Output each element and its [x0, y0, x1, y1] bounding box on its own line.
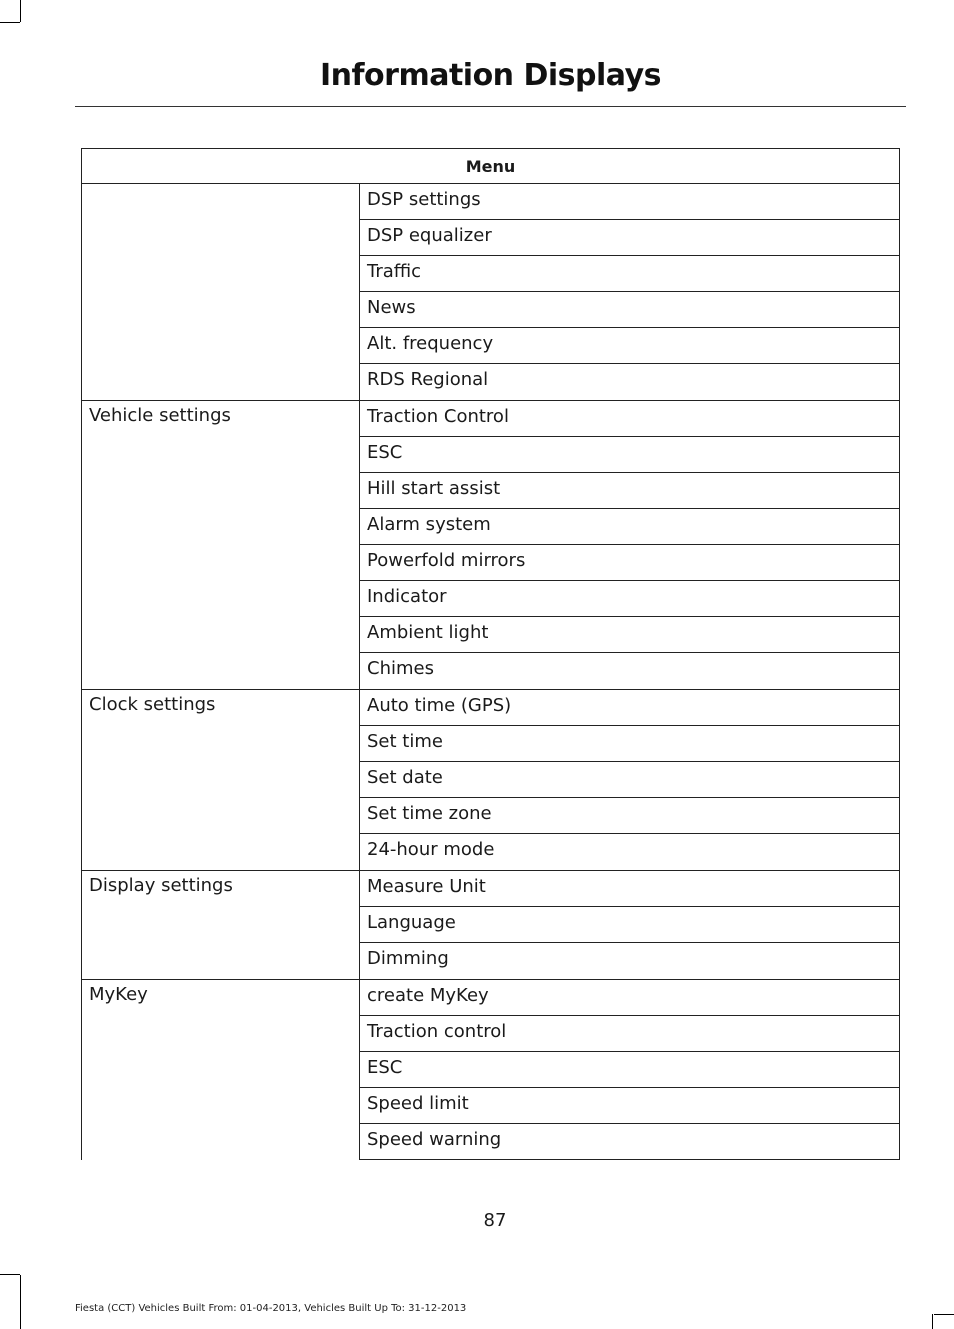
- page-footer: Fiesta (CCT) Vehicles Built From: 01-04-2013, Vehicles Built Up To: 31-12-2013: [75, 1303, 467, 1314]
- menu-group-label: Clock settings: [82, 690, 360, 870]
- menu-item: Powerfold mirrors: [360, 545, 900, 581]
- menu-group-label: Vehicle settings: [82, 401, 360, 689]
- menu-item: Hill start assist: [360, 473, 900, 509]
- menu-item: Chimes: [360, 653, 900, 689]
- crop-mark: [932, 1314, 933, 1329]
- menu-group: [81, 980, 900, 1160]
- menu-group-label: [82, 184, 360, 400]
- menu-item: News: [360, 292, 900, 328]
- menu-item: Indicator: [360, 581, 900, 617]
- page-number: 87: [483, 1210, 507, 1231]
- menu-group-label: MyKey: [82, 980, 360, 1160]
- menu-item: Set date: [360, 762, 900, 798]
- menu-item: Auto time (GPS): [360, 690, 900, 726]
- menu-item: DSP equalizer: [360, 220, 900, 256]
- menu-group-items: [360, 184, 900, 400]
- menu-item: Measure Unit: [360, 871, 900, 907]
- crop-mark: [934, 1314, 954, 1315]
- menu-item: Speed warning: [360, 1124, 900, 1160]
- menu-item: Traction Control: [360, 401, 900, 437]
- menu-group-items: [360, 690, 900, 870]
- title-divider: [75, 106, 906, 107]
- menu-item: Traffic: [360, 256, 900, 292]
- crop-mark: [20, 0, 21, 22]
- crop-mark: [0, 1274, 20, 1275]
- menu-table-header: Menu: [81, 148, 900, 184]
- crop-mark: [20, 1275, 21, 1329]
- menu-item: Language: [360, 907, 900, 943]
- page-title: Information Displays: [319, 58, 662, 93]
- menu-item: Set time: [360, 726, 900, 762]
- menu-item: Set time zone: [360, 798, 900, 834]
- menu-table: [81, 148, 900, 1160]
- menu-item: ESC: [360, 437, 900, 473]
- menu-group-items: [360, 980, 900, 1160]
- menu-item: ESC: [360, 1052, 900, 1088]
- menu-group: [81, 184, 900, 401]
- menu-item: create MyKey: [360, 980, 900, 1016]
- menu-group: [81, 401, 900, 690]
- menu-item: Alarm system: [360, 509, 900, 545]
- menu-group: [81, 690, 900, 871]
- menu-group: [81, 871, 900, 980]
- menu-groups: [81, 184, 900, 1160]
- menu-item: 24-hour mode: [360, 834, 900, 870]
- menu-group-items: [360, 401, 900, 689]
- menu-item: Speed limit: [360, 1088, 900, 1124]
- menu-item: Dimming: [360, 943, 900, 979]
- menu-item: DSP settings: [360, 184, 900, 220]
- menu-item: Alt. frequency: [360, 328, 900, 364]
- menu-item: RDS Regional: [360, 364, 900, 400]
- crop-mark: [0, 22, 20, 23]
- menu-group-items: [360, 871, 900, 979]
- menu-group-label: Display settings: [82, 871, 360, 979]
- menu-item: Ambient light: [360, 617, 900, 653]
- menu-item: Traction control: [360, 1016, 900, 1052]
